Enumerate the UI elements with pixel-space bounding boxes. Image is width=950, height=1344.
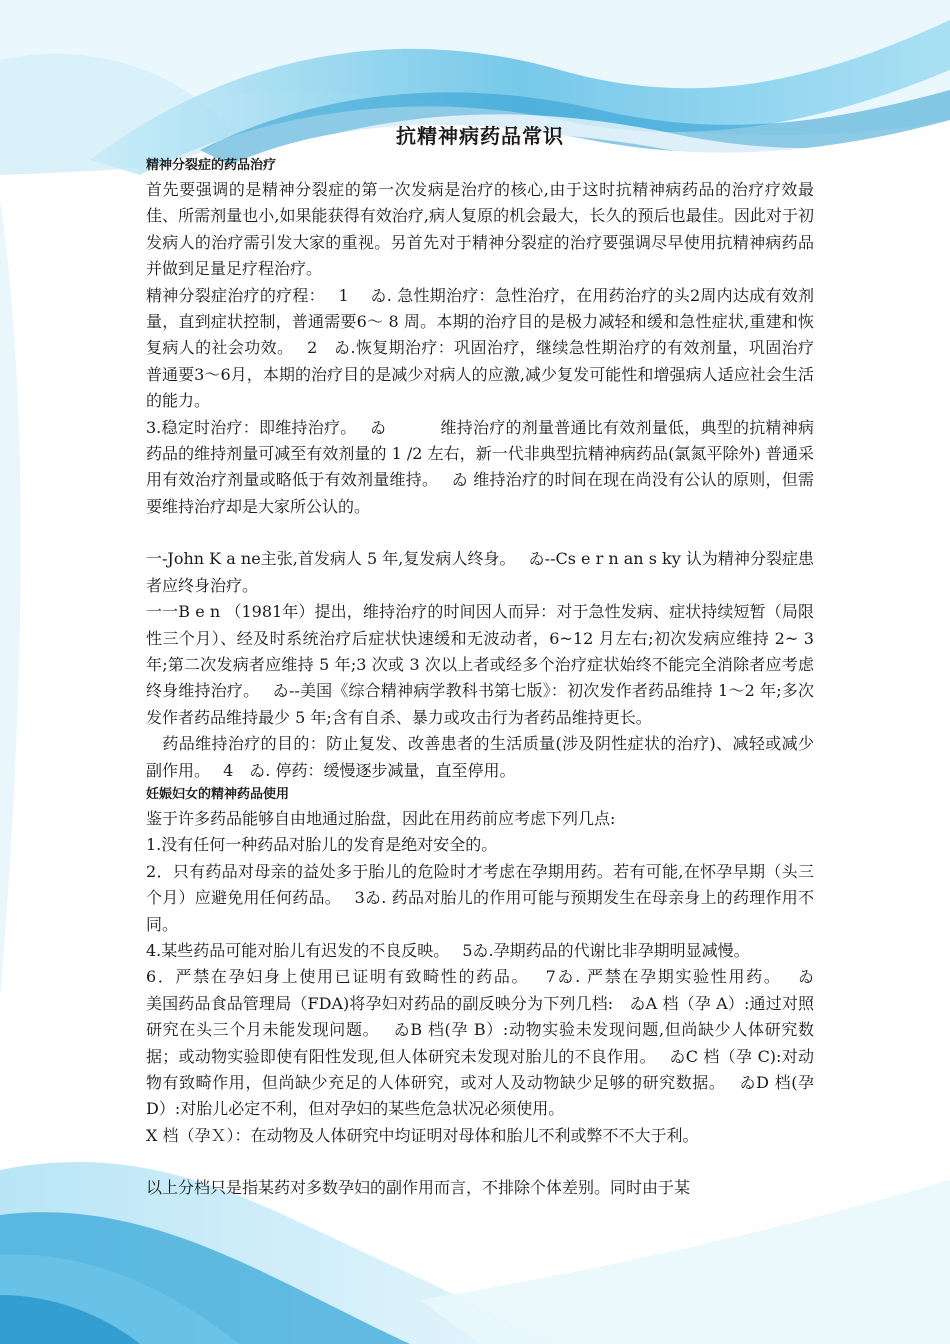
document-title: 抗精神病药品常识	[396, 124, 564, 148]
paragraph-kane: 一-John K a ne主张,首发病人 5 年,复发病人终身。 ゐ--Cs e r n an s ky 认为精神分裂症患者应终身治疗。	[146, 549, 814, 595]
paragraph-pregnancy-intro: 鉴于许多药品能够自由地通过胎盘，因此在用药前应考虑下列几点:	[146, 808, 616, 828]
list-item-2-3: 2．只有药品对母亲的益处多于胎儿的危险时才考虑在孕期用药。若有可能,在怀孕早期（头三个月）应避免用任何药品。 3ゐ. 药品对胎儿的作用可能与预期发生在母亲身上的药理作用不同。	[146, 861, 814, 934]
paragraph-category-x: X 档（孕Ｘ）：在动物及人体研究中均证明对母体和胎儿不利或弊不不大于利。	[146, 1125, 699, 1145]
section-heading-schizophrenia: 精神分裂症的药品治疗	[146, 158, 277, 173]
paragraph-maintenance-purpose: 药品维持治疗的目的：防止复发、改善患者的生活质量(涉及阴性症状的治疗)、减轻或减少副作用。 4 ゐ. 停药：缓慢逐步减量，直至停用。	[146, 734, 814, 780]
paragraph-intro: 首先要强调的是精神分裂症的第一次发病是治疗的核心,由于这时抗精神病药品的治疗疗效最佳、所需剂量也小,如果能获得有效治疗,病人复原的机会最大，长久的预后也最佳。因此对于初发病人的治疗需引发大家的重视。另首先对于精神分裂症的治疗要强调尽早使用抗精神病药品并做到足量足疗程治疗。	[146, 180, 814, 279]
list-item-4-5: 4.某些药品可能对胎儿有迟发的不良反映。 5ゐ.孕期药品的代谢比非孕期明显减慢。	[146, 940, 750, 960]
paragraph-maintenance: 3.稳定时治疗：即维持治疗。 ゐ 维持治疗的剂量普通比有效剂量低，典型的抗精神病药品的维持剂量可减至有效剂量的 1 /2 左右，新一代非典型抗精神病药品(氯氮平除外) 普通采用有效治疗剂量或略低于有效剂量维持。 ゐ 维持治疗的时间在现在尚没有公认的原则，但需要维持治疗却是大家所公认的。	[146, 417, 814, 516]
paragraph-treatment-course: 精神分裂症治疗的疗程： 1 ゐ. 急性期治疗：急性治疗，在用药治疗的头2周内达成有效剂量，直到症状控制，普通需要6～ 8 周。本期的治疗目的是极力减轻和缓和急性症状,重建和恢复病人的社会功效。 2 ゐ.恢复期治疗：巩固治疗，继续急性期治疗的有效剂量，巩固治疗普通要3～6月，本期的治疗目的是减少对病人的应激,减少复发可能性和增强病人适应社会生活的能力。	[146, 285, 814, 411]
list-item-6-7-fda: 6．严禁在孕妇身上使用已证明有致畸性的药品。 7ゐ. 严禁在孕期实验性用药。 ゐ 美国药品食品管理局（FDA)将孕妇对药品的副反映分为下列几档: ゐA 档（孕 A）:通过对照研究在头三个月未能发现问题。 ゐB 档(孕 B）:动物实验未发现问题,但尚缺少人体研究数据；或动物实验即使有阳性发现,但人体研究未发现对胎儿的不良作用。 ゐC 档（孕 C):对动物有致畸作用，但尚缺少充足的人体研究，或对人及动物缺少足够的研究数据。 ゐD 档(孕 D）:对胎儿必定不利，但对孕妇的某些危急状况必须使用。	[146, 967, 868, 1119]
list-item-1: 1.没有任何一种药品对胎儿的发育是绝对安全的。	[146, 835, 498, 855]
document-body	[146, 120, 868, 1202]
paragraph-spacer	[146, 520, 814, 546]
section-heading-pregnancy: 妊娠妇女的精神药品使用	[146, 786, 290, 802]
paragraph-ben: 一一B e n （1981年）提出，维持治疗的时间因人而异：对于急性发病、症状持续短暂（局限性三个月）、经及时系统治疗后症状快速缓和无波动者，6~12 月左右;初次发病应维持 2~ 3 年;第二次发病者应维持 5 年;3 次或 3 次以上者或经多个治疗症状始终不能完全消除者应考虑终身维持治疗。 ゐ--美国《综合精神病学教科书第七版》：初次发作者药品维持 1～2 年;多次发作者药品维持最少 5 年;含有自杀、暴力或攻击行为者药品维持更长。	[146, 602, 814, 727]
paragraph-spacer	[146, 1149, 814, 1175]
paragraph-closing: 以上分档只是指某药对多数孕妇的副作用而言，不排除个体差别。同时由于某	[146, 1178, 691, 1198]
